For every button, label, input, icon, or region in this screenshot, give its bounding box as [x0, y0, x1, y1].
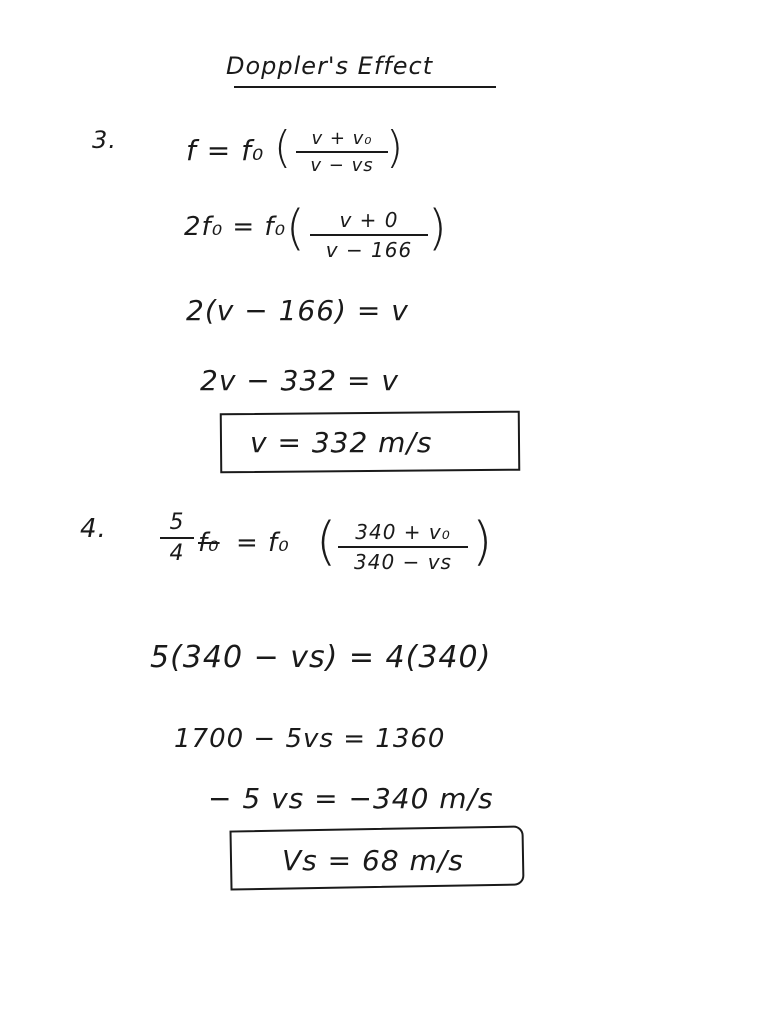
open-paren: (: [274, 122, 292, 173]
fraction-bar: [296, 151, 388, 153]
problem-3-line-1-lhs: f = f₀: [186, 134, 265, 167]
fraction-bar: [310, 234, 428, 236]
problem-3-line-2-lhs-text: 2f₀ = f₀: [184, 212, 287, 242]
page-title: Doppler's Effect: [226, 52, 434, 80]
fraction-bar: [160, 537, 194, 539]
problem-4-line-2: 5(340 − vs) = 4(340): [150, 640, 492, 675]
fraction-denominator: v − vs: [310, 155, 374, 176]
problem-4-cancelled-f0: f₀: [198, 528, 220, 558]
problem-4-line-4: − 5 vs = −340 m/s: [208, 782, 494, 815]
problem-4-number: 4.: [80, 514, 107, 544]
problem-3-line-2-lhs: [184, 212, 286, 242]
fraction-numerator: 340 + v₀: [355, 520, 451, 544]
coefficient-numerator: 5: [169, 510, 185, 535]
open-paren: (: [316, 512, 337, 572]
problem-3-number: 3.: [92, 126, 117, 154]
open-paren: (: [286, 200, 305, 256]
problem-3-line-4: 2v − 332 = v: [200, 364, 399, 397]
fraction-denominator: 340 − vs: [354, 550, 452, 574]
problem-3-answer: v = 332 m/s: [250, 426, 433, 459]
fraction-numerator: v + v₀: [311, 128, 373, 149]
problem-4-line-1-eq-text: = f₀: [236, 528, 290, 558]
close-paren: ): [428, 200, 447, 256]
problem-3-line-1-fraction: [296, 128, 388, 176]
problem-4-line-1-fraction: [338, 520, 468, 574]
close-paren: ): [472, 512, 493, 572]
problem-3-line-3: 2(v − 166) = v: [186, 294, 409, 327]
title-underline: [234, 86, 496, 88]
problem-4-line-1-eq: [236, 528, 290, 558]
coefficient-denominator: 4: [169, 541, 185, 566]
fraction-denominator: v − 166: [325, 238, 413, 262]
close-paren: ): [386, 122, 404, 173]
problem-3-line-2-fraction: [310, 208, 428, 262]
problem-4-answer: Vs = 68 m/s: [282, 844, 464, 877]
fraction-bar: [338, 546, 468, 548]
fraction-numerator: v + 0: [339, 208, 399, 232]
problem-4-coefficient: [160, 510, 194, 566]
problem-4-line-3: 1700 − 5vs = 1360: [174, 724, 446, 754]
